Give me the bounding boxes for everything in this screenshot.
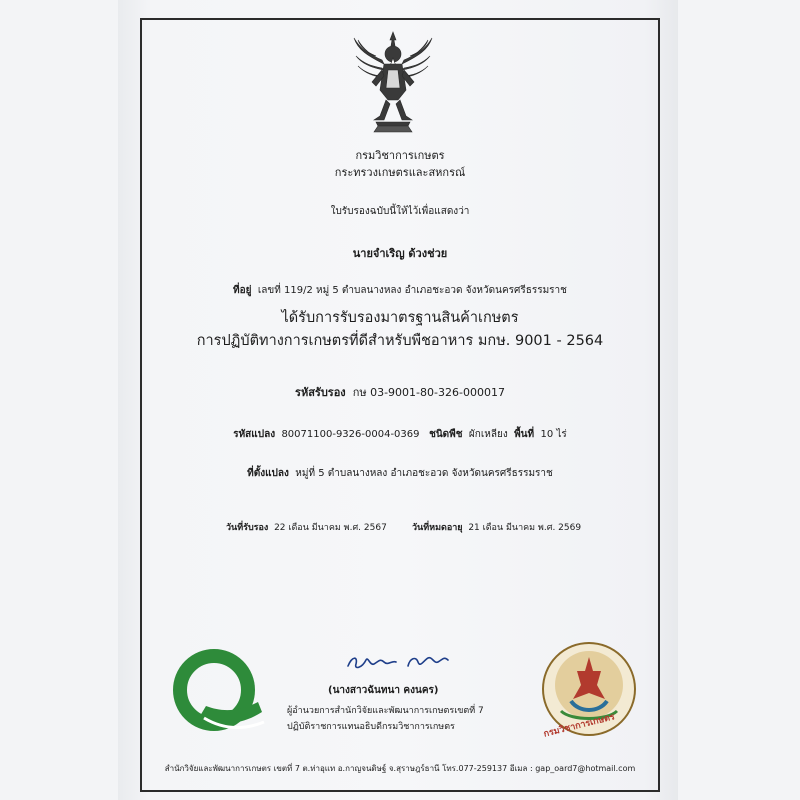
address-value: เลขที่ 119/2 หมู่ 5 ตำบลนางหลง อำเภอชะอวด จังหวัดนครศรีธรรมราช <box>257 285 567 296</box>
issued-date-label: วันที่รับรอง <box>226 523 269 533</box>
recipient-name: นายจำเริญ ด้วงช่วย <box>352 247 448 260</box>
plot-code-label: รหัสแปลง <box>233 429 276 440</box>
ministry-name: กระทรวงเกษตรและสหกรณ์ <box>334 166 466 179</box>
location-line <box>140 466 660 481</box>
footer-contact: สำนักวิจัยและพัฒนาการเกษตร เขตที่ 7 ต.ท่าอุแท อ.กาญจนดิษฐ์ จ.สุราษฎร์ธานี โทร.077-259137 อีเมล : gap_oard7@hotmail.com <box>164 764 636 773</box>
signature <box>344 648 464 674</box>
cert-code-value: กษ 03-9001-80-326-000017 <box>352 386 505 399</box>
issued-date-line <box>226 520 387 534</box>
location-label: ที่ตั้งแปลง <box>247 468 289 479</box>
q-mark-logo-icon <box>166 646 266 738</box>
department-name: กรมวิชาการเกษตร <box>355 149 445 162</box>
crop-value: ผักเหลียง <box>468 429 508 440</box>
intro-text: ใบรับรองฉบับนี้ให้ไว้เพื่อแสดงว่า <box>330 206 470 217</box>
signatory-name: (นางสาวฉันทนา คงนคร) <box>328 685 439 696</box>
seal-text: กรมวิชาการเกษตร <box>542 712 616 740</box>
plot-line <box>140 427 660 442</box>
signatory-title-1: ผู้อำนวยการสำนักวิจัยและพัฒนาการเกษตรเขตที่ 7 <box>287 706 484 716</box>
cert-code-line <box>140 383 660 401</box>
area-label: พื้นที่ <box>514 429 535 440</box>
location-value: หมู่ที่ 5 ตำบลนางหลง อำเภอชะอวด จังหวัดนครศรีธรรมราช <box>295 468 553 479</box>
crop-label: ชนิดพืช <box>429 429 463 440</box>
expiry-date-value: 21 เดือน มีนาคม พ.ศ. 2569 <box>468 523 582 533</box>
expiry-date-line <box>412 520 581 534</box>
certification-line-1: ได้รับการรับรองมาตรฐานสินค้าเกษตร <box>281 310 519 326</box>
garuda-emblem-icon <box>350 30 436 134</box>
address-line <box>140 283 660 298</box>
signatory-title-2: ปฏิบัติราชการแทนอธิบดีกรมวิชาการเกษตร <box>287 722 455 732</box>
issued-date-value: 22 เดือน มีนาคม พ.ศ. 2567 <box>274 523 387 533</box>
expiry-date-label: วันที่หมดอายุ <box>412 523 463 533</box>
plot-code-value: 80071100-9326-0004-0369 <box>281 429 420 440</box>
cert-code-label: รหัสรับรอง <box>295 386 346 399</box>
address-label: ที่อยู่ <box>233 285 252 296</box>
area-value: 10 ไร่ <box>540 429 567 440</box>
certification-line-2: การปฏิบัติทางการเกษตรที่ดีสำหรับพืชอาหาร มกษ. 9001 - 2564 <box>196 333 604 349</box>
